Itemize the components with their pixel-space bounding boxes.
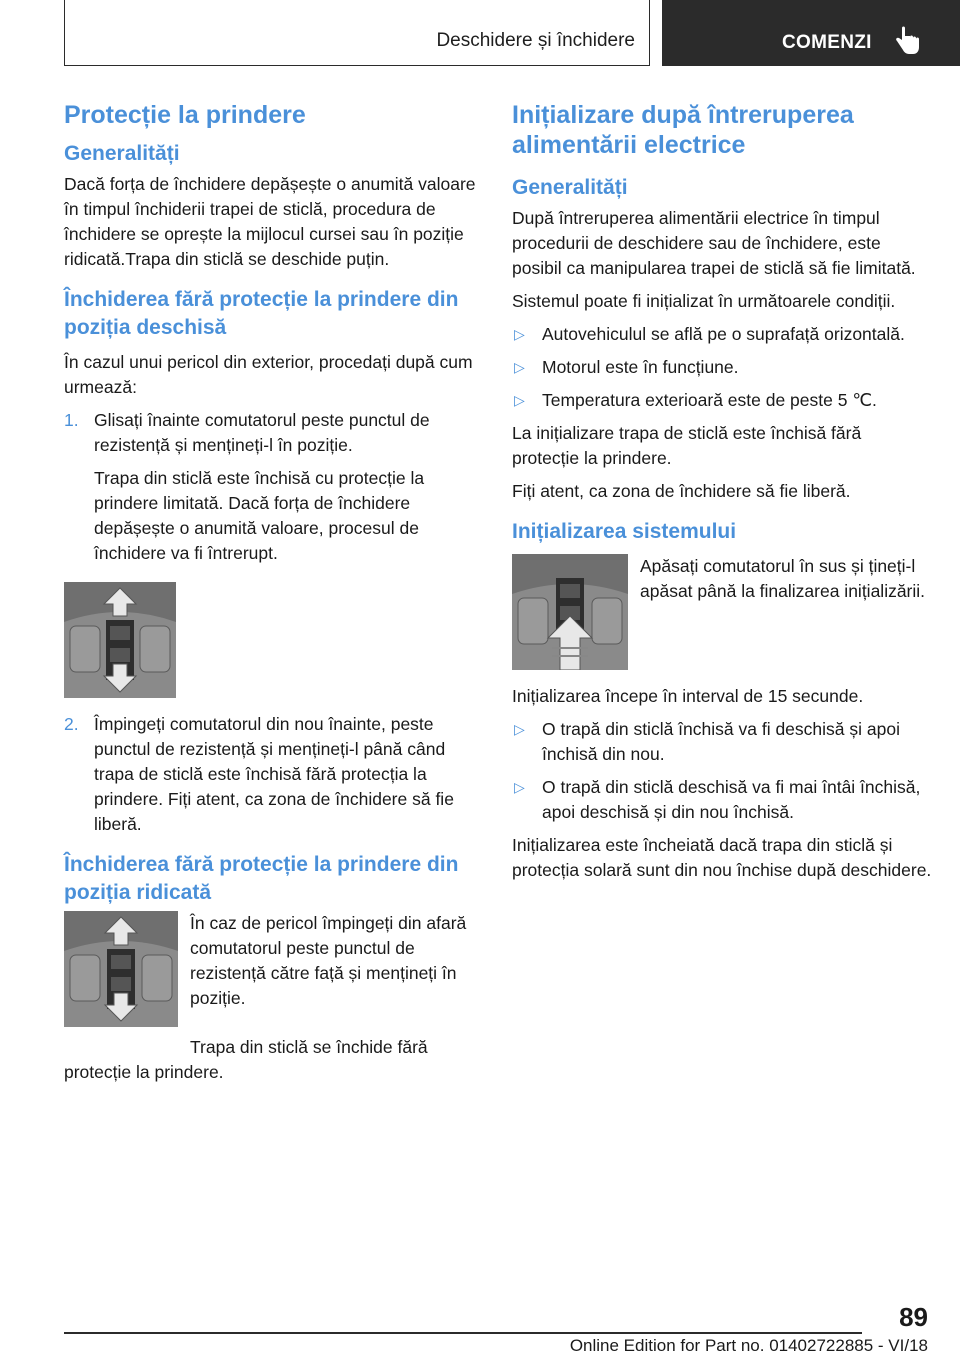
heading-general: Generalități	[64, 142, 180, 165]
triangle-bullet-icon: ▷	[514, 392, 525, 408]
condition-item	[512, 322, 932, 347]
chapter-tab[interactable]	[662, 0, 960, 66]
header-frame	[64, 0, 650, 66]
condition-text: Temperatura exterioară este de peste 5 ℃.	[542, 390, 877, 410]
triangle-bullet-icon: ▷	[514, 779, 525, 795]
right-column	[512, 100, 932, 891]
press-text: Apăsați comutatorul în sus și țineți-l apăsat până la finalizarea inițializării.	[640, 556, 926, 601]
switch-image-2	[64, 911, 178, 1027]
heading-system-init: Inițializarea sistemului	[512, 520, 737, 543]
footer-divider	[64, 1332, 862, 1334]
paragraph-attention: Fiți atent, ca zona de închidere să fie liberă.	[512, 481, 851, 501]
paragraph-start: Inițializarea începe în interval de 15 secunde.	[512, 686, 864, 706]
hand-pointer-icon	[894, 26, 920, 56]
paragraph-open-intro: În cazul unui pericol din exterior, procedați după cum urmează:	[64, 352, 473, 397]
paragraph-conditions-intro: Sistemul poate fi inițializat în următoarele condiții.	[512, 291, 896, 311]
switch-image-1	[64, 582, 176, 698]
paragraph-init-note: La inițializare trapa de sticlă este închisă fără protecție la prindere.	[512, 423, 862, 468]
footer-edition: Online Edition for Part no. 01402722885 - VI/18	[569, 1336, 928, 1355]
condition-item	[512, 388, 932, 413]
step-1-number: 1.	[64, 410, 79, 430]
step-1-note: Trapa din sticlă este închisă cu protecție la prindere limitată. Dacă forța de închidere depășește o anumită valoare, procesul de închidere va fi întrerupt.	[94, 468, 425, 563]
raised-after-text: Trapa din sticlă se închide fără protecție la prindere.	[64, 1037, 428, 1082]
result-item	[512, 775, 932, 825]
chapter-tab-label: COMENZI	[782, 32, 872, 53]
step-2-text: Împingeți comutatorul din nou înainte, peste punctul de rezistență și mențineți-l până când trapa de sticlă este închisă fără protecția la prindere. Fiți atent, ca zona de închidere să fie liberă.	[94, 714, 454, 834]
heading-pinch-protection: Protecție la prindere	[64, 101, 306, 129]
condition-text: Autovehiculul se află pe o suprafață orizontală.	[542, 324, 905, 344]
triangle-bullet-icon: ▷	[514, 359, 525, 375]
condition-text: Motorul este în funcțiune.	[542, 357, 739, 377]
left-column	[64, 100, 484, 1093]
switch-image-3	[512, 554, 628, 670]
result-item	[512, 717, 932, 767]
step-1	[64, 408, 484, 458]
system-init-block	[512, 554, 932, 670]
raised-block	[64, 911, 484, 1027]
paragraph-general-right: După întreruperea alimentării electrice în timpul procedurii de deschidere sau de închidere, este posibil ca manipularea trapei de sticlă să fie limitată.	[512, 208, 916, 278]
step-2-number: 2.	[64, 714, 79, 734]
triangle-bullet-icon: ▷	[514, 721, 525, 737]
raised-text: În caz de pericol împingeți din afară comutatorul peste punctul de rezistență către față și mențineți în poziție.	[190, 913, 467, 1008]
heading-close-from-open: Închiderea fără protecție la prindere din poziția deschisă	[64, 288, 459, 339]
condition-item	[512, 355, 932, 380]
section-title: Deschidere și închidere	[436, 30, 635, 51]
paragraph-end: Inițializarea este încheiată dacă trapa din sticlă și protecția solară sunt din nou închise după deschidere.	[512, 835, 932, 880]
step-1-text: Glisați înainte comutatorul peste punctul de rezistență și mențineți-l în poziție.	[94, 410, 430, 455]
paragraph-general: Dacă forța de închidere depășește o anumită valoare în timpul închiderii trapei de sticlă, procedura de închidere se oprește la mijlocul cursei sau în poziție ridicată.Trapa din sticlă se deschide puțin.	[64, 174, 476, 269]
page-number: 89	[899, 1302, 928, 1332]
step-2	[64, 712, 484, 837]
result-text: O trapă din sticlă închisă va fi deschisă și apoi închisă din nou.	[542, 719, 900, 764]
heading-initialization: Inițializare după întreruperea alimentării electrice	[512, 101, 854, 159]
triangle-bullet-icon: ▷	[514, 326, 525, 342]
heading-close-from-raised: Închiderea fără protecție la prindere din poziția ridicată	[64, 853, 459, 904]
result-text: O trapă din sticlă deschisă va fi mai întâi închisă, apoi deschisă și din nou închisă.	[542, 777, 921, 822]
heading-general-right: Generalități	[512, 176, 628, 199]
